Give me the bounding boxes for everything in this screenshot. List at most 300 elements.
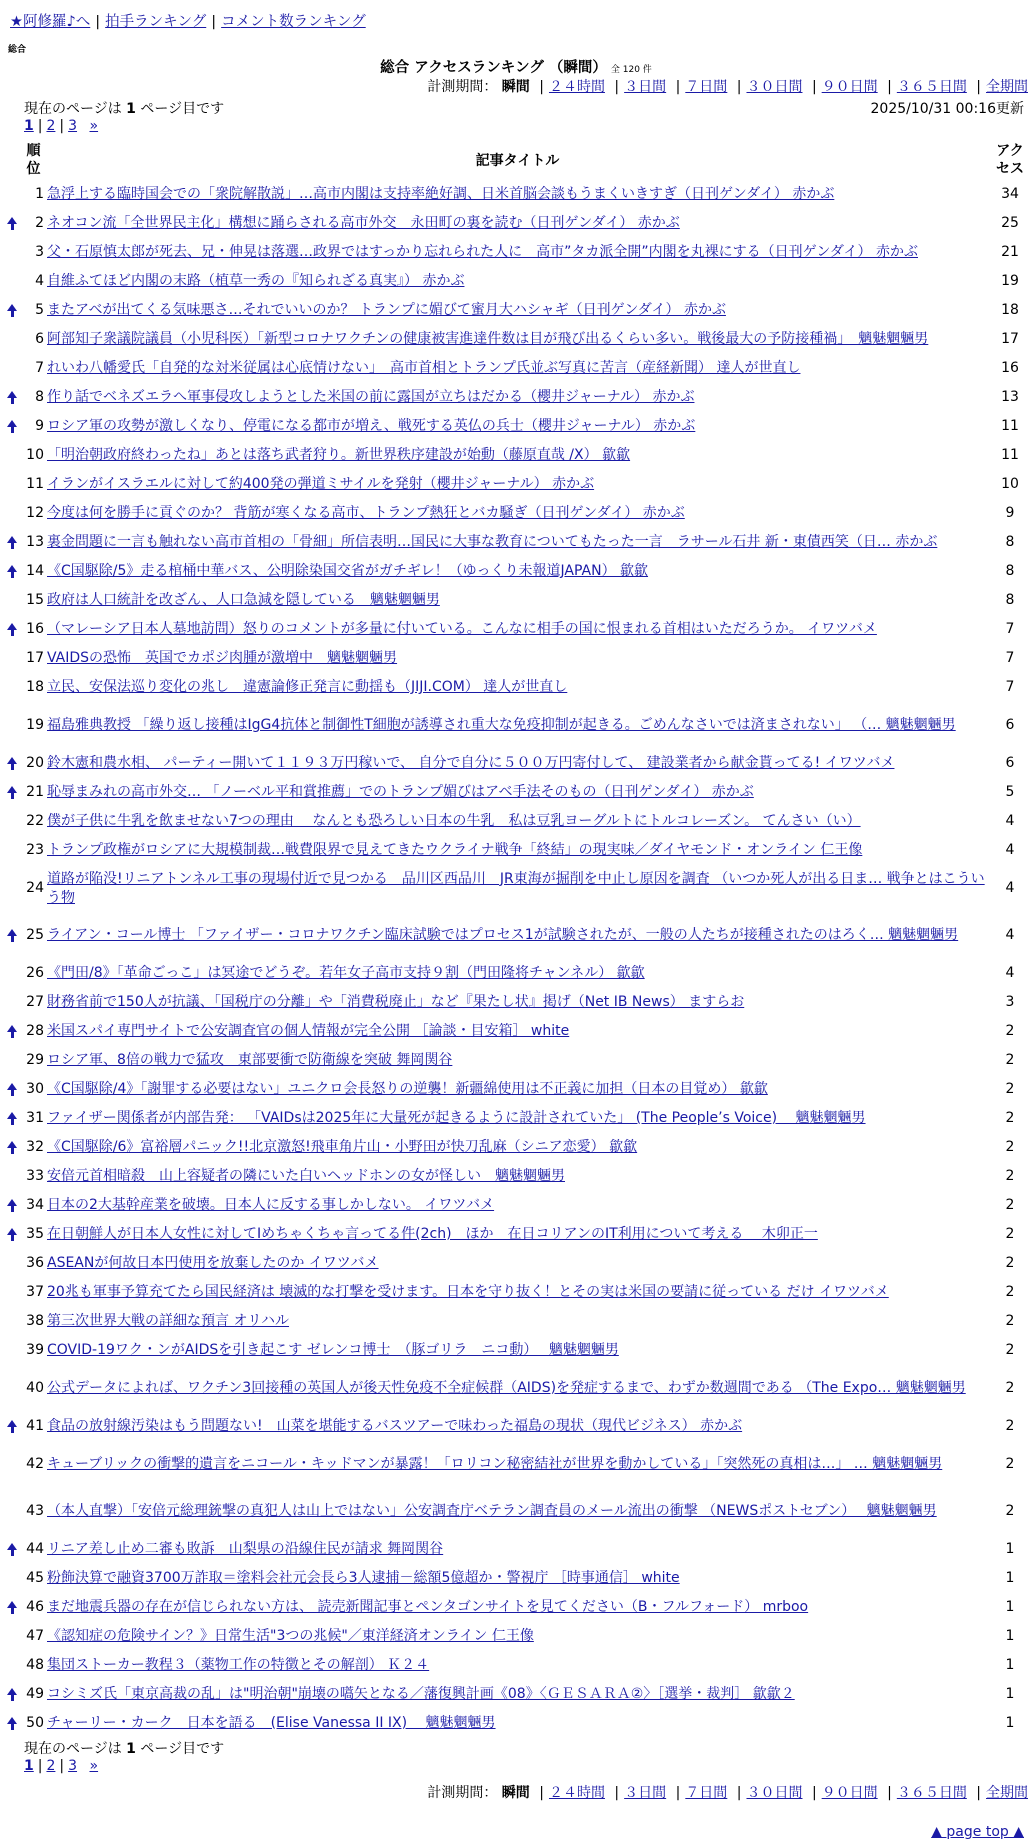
table-row — [4, 1564, 1032, 1593]
rank-number: 36 — [26, 1255, 44, 1271]
rank-change-cell — [4, 1336, 20, 1365]
article-title-link[interactable]: まだ地震兵器の存在が信じられない方は、 読売新聞記事とペンタゴンサイトを見てください（B・フルフォード） mrboo — [47, 1599, 809, 1615]
access-count: 8 — [1005, 592, 1015, 608]
table-row — [4, 1133, 1032, 1162]
article-title-link[interactable]: 政府は人口統計を改ざん、人口急減を隠している 魑魅魍魎男 — [47, 592, 440, 608]
page-info-prefix: 現在のページは — [24, 1741, 127, 1757]
rank-number: 16 — [26, 621, 44, 637]
rank-number: 28 — [26, 1023, 44, 1039]
access-count: 1 — [1005, 1715, 1015, 1731]
updated-timestamp: 2025/10/31 00:16更新 — [870, 101, 1024, 117]
access-count: 2 — [1005, 1284, 1015, 1300]
up-arrow-icon — [7, 1601, 17, 1608]
article-title-cell — [47, 1622, 988, 1651]
period-link[interactable]: ２４時間 — [548, 1785, 605, 1801]
article-title-cell — [47, 1191, 988, 1220]
article-title-link[interactable]: 在日朝鮮人が日本人女性に対してIめちゃくちゃ言ってる件(2ch) ほか 在日コリアンのIT利用について考える 木卯正一 — [47, 1226, 818, 1242]
table-row — [4, 988, 1032, 1017]
rank-number: 29 — [26, 1052, 44, 1068]
top-navigation — [0, 0, 1032, 32]
rank-change-cell — [4, 988, 20, 1017]
pager-current[interactable]: 1 — [24, 118, 34, 134]
article-title-cell — [47, 296, 988, 325]
rank-change-cell — [4, 702, 20, 749]
table-row — [4, 778, 1032, 807]
article-title-link[interactable]: 《門田/8》「革命ごっこ」は冥途でどうぞ。若年女子高市支持９割（門田隆将チャンネル） 歙歙 — [47, 965, 645, 981]
article-title-link[interactable]: 20兆も軍事予算充てたら国民経済は 壊滅的な打撃を受けます。日本を守り抜く！とその実は米国の要請に従っている だけ イワツバメ — [47, 1284, 889, 1300]
article-title-link[interactable]: 《認知症の危険サイン？》日常生活"3つの兆候"／東洋経済オンライン 仁王像 — [47, 1628, 534, 1644]
up-arrow-icon — [7, 391, 17, 398]
access-count: 7 — [1005, 650, 1015, 666]
access-count: 34 — [1001, 186, 1019, 202]
period-link[interactable]: ３日間 — [624, 79, 667, 95]
pager-link[interactable]: 3 — [68, 1758, 78, 1774]
access-count: 3 — [1005, 994, 1015, 1010]
rank-number: 1 — [35, 186, 44, 202]
article-title-link[interactable]: 急浮上する臨時国会での「衆院解散説」…高市内閣は支持率絶好調、日米首脳会談もうまくいきすぎ（日刊ゲンダイ） 赤かぶ — [47, 186, 835, 202]
access-count: 10 — [1001, 476, 1019, 492]
article-title-link[interactable]: 安倍元首相暗殺 山上容疑者の隣にいた白いヘッドホンの女が怪しい 魑魅魍魎男 — [47, 1168, 565, 1184]
table-row — [4, 586, 1032, 615]
article-title-cell — [47, 412, 988, 441]
pager-separator — [77, 1758, 89, 1774]
access-count: 11 — [1001, 447, 1019, 463]
access-count: 17 — [1001, 331, 1019, 347]
article-title-cell — [47, 499, 988, 528]
table-row — [4, 1220, 1032, 1249]
table-row — [4, 325, 1032, 354]
rank-number: 8 — [35, 389, 44, 405]
rank-number: 6 — [35, 331, 44, 347]
table-row — [4, 749, 1032, 778]
access-count: 1 — [1005, 1541, 1015, 1557]
rank-number: 27 — [26, 994, 44, 1010]
article-title-cell — [47, 1075, 988, 1104]
article-title-cell — [47, 1307, 988, 1336]
access-count: 16 — [1001, 360, 1019, 376]
article-title-link[interactable]: 第三次世界大戦の詳細な預言 オリハル — [47, 1313, 290, 1329]
period-separator: | — [887, 1785, 892, 1801]
article-title-link[interactable]: キューブリックの衝撃的遺言をニコール・キッドマンが暴露！「ロリコン秘密結社が世界を動かしている」「突然死の真相は…」 … 魑魅魍魎男 — [47, 1456, 943, 1472]
rank-number: 40 — [26, 1380, 44, 1396]
rank-number: 42 — [26, 1456, 44, 1472]
article-title-link[interactable]: 財務省前で150人が抗議、「国税庁の分離」や「消費税廃止」など『果たし状』掲げ（Net IB News） ますらお — [47, 994, 745, 1010]
pager-link[interactable]: 3 — [68, 118, 78, 134]
rank-number: 38 — [26, 1313, 44, 1329]
up-arrow-icon — [7, 1228, 17, 1235]
up-arrow-icon — [7, 1025, 17, 1032]
pager-next[interactable]: » — [89, 118, 99, 134]
article-title-link[interactable]: れいわ八幡愛氏「自発的な対米従属は心底情けない」 高市首相とトランプ氏並ぶ写真に苦言（産経新聞） 達人が世直し — [47, 360, 801, 376]
access-count: 4 — [1005, 927, 1015, 943]
access-count: 1 — [1005, 1628, 1015, 1644]
pager-link[interactable]: 2 — [46, 1758, 56, 1774]
article-title-link[interactable]: 《C国駆除/4》「謝罪する必要はない」ユニクロ会長怒りの逆襲！新疆綿使用は不正義に加担（日本の目覚め） 歙歙 — [47, 1081, 768, 1097]
rank-change-cell — [4, 912, 20, 959]
rank-change-cell — [4, 1593, 20, 1622]
rank-number: 37 — [26, 1284, 44, 1300]
access-count: 1 — [1005, 1657, 1015, 1673]
article-title-cell — [47, 557, 988, 586]
article-title-cell — [47, 1680, 988, 1709]
article-title-cell — [47, 702, 988, 749]
rank-number: 48 — [26, 1657, 44, 1673]
table-row — [4, 959, 1032, 988]
table-row — [4, 1336, 1032, 1365]
access-count: 7 — [1005, 621, 1015, 637]
applause-ranking-link[interactable]: 拍手ランキング — [105, 14, 207, 30]
article-title-cell — [47, 644, 988, 673]
rank-change-cell — [4, 441, 20, 470]
rank-change-cell — [4, 1365, 20, 1412]
access-count: 2 — [1005, 1255, 1015, 1271]
rank-number: 31 — [26, 1110, 44, 1126]
access-count: 6 — [1005, 717, 1015, 733]
up-arrow-icon — [7, 929, 17, 936]
rank-change-cell — [4, 1249, 20, 1278]
article-title-link[interactable]: ライアン・コール博士 「ファイザー・コロナワクチン臨床試験ではプロセス1が試験されたが、一般の人たちが接種されたのはろく… 魑魅魍魎男 — [47, 927, 959, 943]
col-rank-header — [20, 140, 47, 180]
ranking-rows — [4, 180, 1032, 1738]
article-title-cell — [47, 1220, 988, 1249]
rank-change-cell — [4, 1307, 20, 1336]
rank-number: 2 — [35, 215, 44, 231]
article-title-cell — [47, 354, 988, 383]
rank-change-cell — [4, 836, 20, 865]
table-row — [4, 1278, 1032, 1307]
rank-number: 41 — [26, 1418, 44, 1434]
pager-separator: | — [59, 1758, 65, 1774]
table-row — [4, 615, 1032, 644]
rank-number: 26 — [26, 965, 44, 981]
table-row — [4, 702, 1032, 749]
period-link[interactable]: ３０日間 — [746, 79, 803, 95]
article-title-cell — [47, 209, 988, 238]
period-separator: | — [539, 1785, 544, 1801]
article-title-link[interactable]: 《C国駆除/6》富裕層パニック!!北京激怒!飛車角片山・小野田が快刀乱麻（シニア恋愛） 歙歙 — [47, 1139, 638, 1155]
table-row — [4, 412, 1032, 441]
article-title-link[interactable]: （マレーシア日本人墓地訪問）怒りのコメントが多量に付いている。こんなに相手の国に恨まれる首相はいただろうか。 イワツバメ — [47, 621, 877, 637]
rank-change-cell — [4, 180, 20, 209]
access-count: 2 — [1005, 1342, 1015, 1358]
rank-change-cell — [4, 528, 20, 557]
period-link[interactable]: ７日間 — [685, 79, 728, 95]
period-link[interactable]: ２４時間 — [548, 79, 605, 95]
page-info-number: 1 — [126, 101, 136, 117]
period-link[interactable]: ９０日間 — [821, 1785, 878, 1801]
period-link[interactable]: ３０日間 — [746, 1785, 803, 1801]
access-count: 2 — [1005, 1418, 1015, 1434]
col-title-header: 記事タイトル — [475, 153, 560, 169]
table-row — [4, 528, 1032, 557]
rank-number: 3 — [35, 244, 44, 260]
article-title-link[interactable]: 阿部知子衆議院議員（小児科医）「新型コロナワクチンの健康被害進達件数は目が飛び出るくらい多い。戦後最大の予防接種禍」 魑魅魍魎男 — [47, 331, 929, 347]
period-link[interactable]: 全期間 — [986, 1785, 1028, 1801]
rank-change-cell — [4, 1191, 20, 1220]
rank-change-cell — [4, 1441, 20, 1488]
access-count: 2 — [1005, 1313, 1015, 1329]
rank-change-cell — [4, 1488, 20, 1535]
rank-number: 11 — [26, 476, 44, 492]
article-title-link[interactable]: 米国スパイ専門サイトで公安調査官の個人情報が完全公開 ［論談・目安箱］ white — [47, 1023, 570, 1039]
table-row — [4, 1307, 1032, 1336]
rank-number: 43 — [26, 1503, 44, 1519]
period-separator: | — [887, 79, 892, 95]
access-count: 2 — [1005, 1226, 1015, 1242]
article-title-cell — [47, 325, 988, 354]
period-separator: | — [976, 1785, 981, 1801]
table-row — [4, 644, 1032, 673]
period-link[interactable]: ３日間 — [624, 1785, 667, 1801]
table-row — [4, 1046, 1032, 1075]
up-arrow-icon — [7, 1112, 17, 1119]
rank-number: 24 — [26, 880, 44, 896]
article-title-link[interactable]: 粉飾決算で融資3700万詐取＝塗料会社元会長ら3人逮捕－総額5億超か・警視庁 ［時事通信］ white — [47, 1570, 680, 1586]
rank-change-cell — [4, 209, 20, 238]
rank-change-cell — [4, 325, 20, 354]
article-title-cell — [47, 1046, 988, 1075]
period-separator: | — [811, 1785, 817, 1801]
col-access-header — [988, 140, 1032, 180]
col-access-label: アクセス — [996, 143, 1024, 177]
category-tag: 総合 — [8, 45, 27, 55]
article-title-link[interactable]: 父・石原慎太郎が死去、兄・伸晃は落選…政界ではすっかり忘れられた人に 高市”タカ派全開”内閣を丸裸にする（日刊ゲンダイ） 赤かぶ — [47, 244, 918, 260]
up-arrow-icon — [7, 1083, 17, 1090]
pager-separator: | — [37, 118, 43, 134]
article-title-link[interactable]: COVID-19ワク・ンがAIDSを引き起こす ゼレンコ博士 （豚ゴリラ ニコ動） 魑魅魍魎男 — [47, 1342, 619, 1358]
rank-change-cell — [4, 383, 20, 412]
access-count: 2 — [1005, 1052, 1015, 1068]
up-arrow-icon — [7, 1141, 17, 1148]
table-row — [4, 441, 1032, 470]
table-row — [4, 836, 1032, 865]
article-title-cell — [47, 1488, 988, 1535]
rank-change-cell — [4, 749, 20, 778]
article-title-link[interactable]: 自維ふてほど内閣の末路（植草一秀の『知られざる真実』） 赤かぶ — [47, 273, 465, 289]
access-count: 1 — [1005, 1570, 1015, 1586]
table-row — [4, 1075, 1032, 1104]
rank-number: 4 — [35, 273, 44, 289]
rank-change-cell — [4, 1278, 20, 1307]
article-title-link[interactable]: コシミズ氏「東京高裁の乱」は"明治朝"崩壊の嚆矢となる／藩復興計画《08》〈ＧＥＳＡＲＡ②〉［選挙・裁判］ 歙歙２ — [47, 1686, 795, 1702]
table-row — [4, 912, 1032, 959]
pager-current[interactable]: 1 — [24, 1758, 34, 1774]
access-count: 5 — [1005, 784, 1015, 800]
up-arrow-icon — [7, 1717, 17, 1724]
article-title-link[interactable]: 立民、安保法巡り変化の兆し 違憲論修正発言に動揺も（JIJI.COM） 達人が世直し — [47, 679, 568, 695]
article-title-link[interactable]: 福島雅典教授 「繰り返し接種はIgG4抗体と制御性T細胞が誘導され重大な免疫抑制が起きる。ごめんなさいでは済まされない」 （… 魑魅魍魎男 — [47, 717, 956, 733]
article-title-cell — [47, 383, 988, 412]
article-title-cell — [47, 1017, 988, 1046]
rank-number: 32 — [26, 1139, 44, 1155]
article-title-link[interactable]: トランプ政権がロシアに大規模制裁…戦費限界で見えてきたウクライナ戦争「終結」の現実味／ダイヤモンド・オンライン 仁王像 — [47, 842, 863, 858]
rank-change-cell — [4, 499, 20, 528]
table-row — [4, 1412, 1032, 1441]
article-title-cell — [47, 267, 988, 296]
rank-number: 30 — [26, 1081, 44, 1097]
table-row — [4, 865, 1032, 912]
article-title-link[interactable]: またアベが出てくる気味悪さ…それでいいのか？ トランプに媚びて蜜月大ハシャギ（日刊ゲンダイ） 赤かぶ — [47, 302, 726, 318]
article-title-link[interactable]: 道路が陥没!リニアトンネル工事の現場付近で見つかる 品川区西品川 JR東海が掘削を中止し原因を調査 （いつか死人が出る日ま… 戦争とはこういう物 — [47, 870, 985, 906]
rank-number: 22 — [26, 813, 44, 829]
period-current: 瞬間 — [501, 79, 530, 95]
rank-change-cell — [4, 267, 20, 296]
col-arrow-header — [4, 140, 20, 180]
access-count: 2 — [1005, 1503, 1015, 1519]
rank-number: 14 — [26, 563, 44, 579]
rank-number: 7 — [35, 360, 44, 376]
article-title-link[interactable]: VAIDSの恐怖 英国でカポジ肉腫が激増中 魑魅魍魎男 — [47, 650, 398, 666]
article-title-link[interactable]: チャーリー・カーク 日本を語る (Elise Vanessa II IX) 魑魅魍魎男 — [47, 1715, 496, 1731]
article-title-link[interactable]: 僕が子供に牛乳を飲ませない7つの理由 なんとも恐ろしい日本の牛乳 私は豆乳ヨーグルトにトルコレーズン。 てんさい（い） — [47, 813, 861, 829]
article-title-cell — [47, 1651, 988, 1680]
rank-change-cell — [4, 557, 20, 586]
period-separator: | — [736, 79, 742, 95]
article-title-link[interactable]: ロシア軍、8倍の戦力で猛攻 東部要衝で防衛線を突破 舞岡関谷 — [47, 1052, 453, 1068]
article-title-cell — [47, 238, 988, 267]
article-title-link[interactable]: イランがイスラエルに対して約400発の弾道ミサイルを発射（櫻井ジャーナル） 赤かぶ — [47, 476, 595, 492]
access-count: 2 — [1005, 1380, 1015, 1396]
period-label: 計測期間： — [427, 79, 498, 95]
table-row — [4, 807, 1032, 836]
rank-change-cell — [4, 1564, 20, 1593]
article-title-cell — [47, 1104, 988, 1133]
pager-link[interactable]: 2 — [46, 118, 56, 134]
rank-number: 39 — [26, 1342, 44, 1358]
rank-change-cell — [4, 644, 20, 673]
rank-change-cell — [4, 1680, 20, 1709]
page-top-link[interactable]: ▲ page top ▲ — [931, 1824, 1024, 1840]
period-selector-top — [0, 76, 1032, 98]
table-row — [4, 1365, 1032, 1412]
access-count: 21 — [1001, 244, 1019, 260]
article-title-cell — [47, 1535, 988, 1564]
page-info-number: 1 — [126, 1741, 136, 1757]
home-link[interactable]: ★阿修羅♪へ — [10, 14, 91, 30]
access-count: 2 — [1005, 1197, 1015, 1213]
article-title-cell — [47, 1441, 988, 1488]
pager-bottom — [0, 1758, 1032, 1780]
article-title-cell — [47, 1133, 988, 1162]
rank-change-cell — [4, 1075, 20, 1104]
access-count: 6 — [1005, 755, 1015, 771]
period-link[interactable]: ７日間 — [685, 1785, 728, 1801]
table-row — [4, 1249, 1032, 1278]
ranking-table — [4, 140, 1032, 1738]
up-arrow-icon — [7, 420, 17, 427]
article-title-link[interactable]: 《C国駆除/5》走る棺桶中華バス、公明除染国交省がガチギレ！（ゆっくり未報道JAPAN） 歙歙 — [47, 563, 649, 579]
rank-number: 47 — [26, 1628, 44, 1644]
period-link[interactable]: 全期間 — [986, 79, 1028, 95]
article-title-cell — [47, 865, 988, 912]
article-title-link[interactable]: 恥辱まみれの高市外交… 「ノーベル平和賞推薦」でのトランプ媚びはアベ手法そのもの（日刊ゲンダイ） 赤かぶ — [47, 784, 754, 800]
access-count: 2 — [1005, 1456, 1015, 1472]
article-title-link[interactable]: 公式データによれば、ワクチン3回接種の英国人が後天性免疫不全症候群（AIDS)を発症するまで、わずか数週間である （The Expo… 魑魅魍魎男 — [47, 1380, 966, 1396]
access-count: 4 — [1005, 842, 1015, 858]
article-title-cell — [47, 470, 988, 499]
table-row — [4, 499, 1032, 528]
article-title-link[interactable]: ASEANが何故日本円使用を放棄したのか イワツバメ — [47, 1255, 379, 1271]
article-title-link[interactable]: ファイザー関係者が内部告発： 「VAIDsは2025年に大量死が起きるように設計されていた」 (The People’s Voice) 魑魅魍魎男 — [47, 1110, 866, 1126]
period-link[interactable]: ３６５日間 — [896, 79, 967, 95]
rank-change-cell — [4, 412, 20, 441]
rank-number: 46 — [26, 1599, 44, 1615]
article-title-link[interactable]: ロシア軍の攻勢が激しくなり、停電になる都市が増え、戦死する英仏の兵士（櫻井ジャーナル） 赤かぶ — [47, 418, 696, 434]
rank-number: 17 — [26, 650, 44, 666]
rank-change-cell — [4, 1535, 20, 1564]
period-selector-bottom — [0, 1782, 1032, 1804]
table-row — [4, 209, 1032, 238]
access-count: 2 — [1005, 1023, 1015, 1039]
access-count: 8 — [1005, 534, 1015, 550]
article-title-cell — [47, 1278, 988, 1307]
period-link[interactable]: ３６５日間 — [896, 1785, 967, 1801]
article-title-cell — [47, 988, 988, 1017]
rank-change-cell — [4, 296, 20, 325]
article-title-cell — [47, 615, 988, 644]
table-row — [4, 296, 1032, 325]
period-current: 瞬間 — [501, 1785, 530, 1801]
rank-change-cell — [4, 778, 20, 807]
article-title-link[interactable]: 「明治朝政府終わったね」あとは落ち武者狩り。新世界秩序建設が始動（藤原直哉 /X） 歙歙 — [47, 447, 631, 463]
access-count: 8 — [1005, 563, 1015, 579]
article-title-link[interactable]: 作り話でベネズエラへ軍事侵攻しようとした米国の前に露国が立ちはだかる（櫻井ジャーナル） 赤かぶ — [47, 389, 695, 405]
rank-number: 19 — [26, 717, 44, 733]
article-title-link[interactable]: 集団ストーカー教程３（薬物工作の特徴とその解剖） Ｋ２４ — [47, 1657, 430, 1673]
article-title-link[interactable]: （本人直撃）「安倍元総理銃撃の真犯人は山上ではない」公安調査庁ベテラン調査員のメール流出の衝撃 （NEWSポストセブン） 魑魅魍魎男 — [47, 1503, 937, 1519]
rank-change-cell — [4, 470, 20, 499]
article-title-link[interactable]: 食品の放射線汚染はもう問題ない! 山菜を堪能するバスツアーで味わった福島の現状（現代ビジネス） 赤かぶ — [47, 1418, 743, 1434]
table-row — [4, 1651, 1032, 1680]
article-title-link[interactable]: 裏金問題に一言も触れない高市首相の「骨細」所信表明…国民に大事な教育についてもたった一言 ラサール石井 新・東債西笑（日… 赤かぶ — [47, 534, 938, 550]
rank-number: 25 — [26, 927, 44, 943]
rank-number: 18 — [26, 679, 44, 695]
rank-change-cell — [4, 1104, 20, 1133]
access-count: 13 — [1001, 389, 1019, 405]
table-row — [4, 1017, 1032, 1046]
up-arrow-icon — [7, 786, 17, 793]
rank-number: 21 — [26, 784, 44, 800]
period-link[interactable]: ９０日間 — [821, 79, 878, 95]
rank-change-cell — [4, 1220, 20, 1249]
table-row — [4, 180, 1032, 209]
article-title-link[interactable]: リニア差し止め二審も敗訴 山梨県の沿線住民が請求 舞岡関谷 — [47, 1541, 444, 1557]
page-info-bottom — [0, 1738, 1032, 1758]
rank-number: 33 — [26, 1168, 44, 1184]
article-title-link[interactable]: 日本の2大基幹産業を破壊。日本人に反する事しかしない。 イワツバメ — [47, 1197, 495, 1213]
access-count: 4 — [1005, 813, 1015, 829]
article-title-cell — [47, 749, 988, 778]
rank-change-cell — [4, 238, 20, 267]
pager-next[interactable]: » — [89, 1758, 99, 1774]
access-count: 2 — [1005, 1081, 1015, 1097]
access-count: 11 — [1001, 418, 1019, 434]
article-title-cell — [47, 586, 988, 615]
article-title-cell — [47, 441, 988, 470]
article-title-link[interactable]: 鈴木憲和農水相、 パーティー開いて１１９３万円稼いで、 自分で自分に５００万円寄付して、 建設業者から献金貰ってる! イワツバメ — [47, 755, 895, 771]
article-title-link[interactable]: ネオコン流「全世界民主化」構想に踊らされる高市外交 永田町の裏を読む（日刊ゲンダイ） 赤かぶ — [47, 215, 680, 231]
period-separator: | — [811, 79, 817, 95]
page-title-text: 総合 アクセスランキング （瞬間） — [380, 60, 607, 76]
comment-ranking-link[interactable]: コメント数ランキング — [221, 14, 366, 30]
rank-change-cell — [4, 1651, 20, 1680]
up-arrow-icon — [7, 217, 17, 224]
table-row — [4, 267, 1032, 296]
access-count: 2 — [1005, 1168, 1015, 1184]
article-title-link[interactable]: 今度は何を勝手に貢ぐのか？ 背筋が寒くなる高市、トランプ熱狂とバカ騒ぎ（日刊ゲンダイ） 赤かぶ — [47, 505, 685, 521]
period-separator: | — [675, 1785, 681, 1801]
article-title-cell — [47, 959, 988, 988]
